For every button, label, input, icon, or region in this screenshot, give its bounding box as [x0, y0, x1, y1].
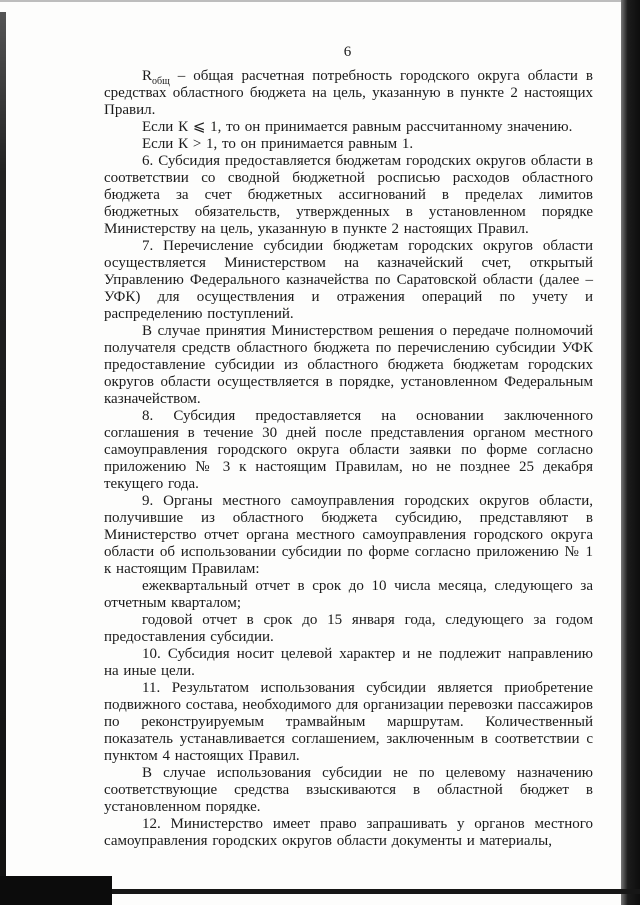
paragraph: 9. Органы местного самоуправления городских округов области, получившие из областного бюджета субсидию, представляют в Министерство отчет органа местного самоуправления городского округа области об использовании субсидии по форме согласно приложению № 1 к настоящим Правилам:: [104, 493, 593, 577]
paragraph: ежеквартальный отчет в срок до 10 числа месяца, следующего за отчетным кварталом;: [104, 578, 593, 611]
paragraph: В случае использования субсидии не по целевому назначению соответствующие средства взыскиваются в областной бюджет в установленном порядке.: [104, 765, 593, 815]
paragraph: 8. Субсидия предоставляется на основании заключенного соглашения в течение 30 дней после представления органом местного самоуправления городского округа области заявки по форме согласно приложению № 3 к настоящим Правилам, но не позднее 25 декабря текущего года.: [104, 408, 593, 492]
paragraph: Если К ⩽ 1, то он принимается равным рассчитанному значению.: [142, 119, 573, 135]
scan-edge-right: [621, 0, 640, 905]
paragraph: 12. Министерство имеет право запрашивать у органов местного самоуправления городских округов области документы и материалы,: [104, 816, 593, 849]
scan-edge-bottom-block: [0, 876, 112, 905]
paragraph: 7. Перечисление субсидии бюджетам городских округов области осуществляется Министерством на казначейский счет, открытый Управлению Федерального казначейства по Саратовской области (далее – УФК) для осуществления и отражения операций по учету и распределению поступлений.: [104, 238, 593, 322]
paragraph: $R_{общ}$ – общая расчетная потребность городского округа области в средствах областного бюджета на цель, указанную в пункте 2 настоящих Правил.: [104, 68, 593, 118]
paragraph-container: [104, 68, 593, 850]
page-number: 6: [343, 44, 353, 60]
scan-edge-top: [0, 0, 640, 2]
scan-edge-left: [0, 12, 6, 905]
paragraph: годовой отчет в срок до 15 января года, следующего за годом предоставления субсидии.: [104, 612, 593, 645]
paragraph: 6. Субсидия предоставляется бюджетам городских округов области в соответствии со сводной бюджетной росписью расходов областного бюджета за счет бюджетных ассигнований в пределах лимитов бюджетных обязательств, утвержденных в установленном порядке Министерству на цель, указанную в пункте 2 настоящих Правил.: [104, 153, 593, 237]
paragraph: 11. Результатом использования субсидии является приобретение подвижного состава, необходимого для организации перевозки пассажиров по реконструируемым трамвайным маршрутам. Количественный показатель устанавливается соглашением, заключенным в соответствии с пунктом 4 настоящих Правил.: [104, 680, 593, 764]
paragraph: В случае принятия Министерством решения о передаче полномочий получателя средств областного бюджета по перечислению субсидии УФК предоставление субсидии из областного бюджета бюджетам городских округов области осуществляется в порядке, установленном Федеральным казначейством.: [104, 323, 593, 407]
paragraph: 10. Субсидия носит целевой характер и не подлежит направлению на иные цели.: [104, 646, 593, 679]
paragraph: Если К > 1, то он принимается равным 1.: [142, 136, 414, 152]
